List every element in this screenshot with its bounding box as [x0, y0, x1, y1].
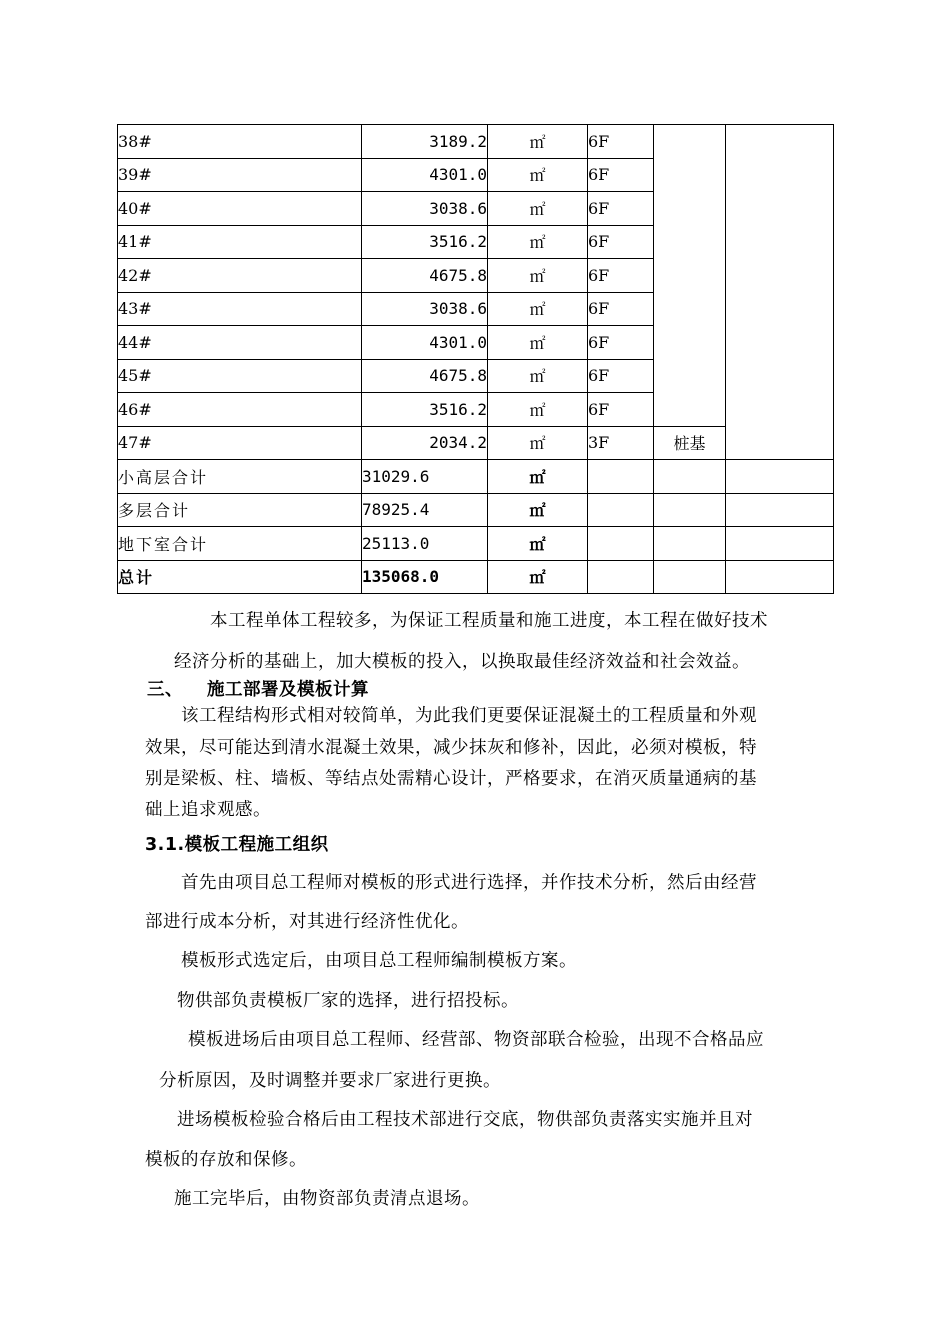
- table-row: [118, 125, 834, 159]
- empty-cell: [726, 527, 834, 561]
- building-name: 44#: [118, 326, 362, 360]
- empty-cell: [588, 493, 654, 527]
- summary-area: 31029.6: [362, 460, 488, 494]
- empty-cell: [726, 493, 834, 527]
- area-unit: ㎡: [488, 460, 588, 494]
- building-name: 40#: [118, 192, 362, 226]
- area-unit: ㎡: [488, 326, 588, 360]
- building-area: 3189.2: [362, 125, 488, 159]
- building-area: 4675.8: [362, 259, 488, 293]
- summary-name: 地下室合计: [118, 527, 362, 561]
- summary-name: 小高层合计: [118, 460, 362, 494]
- building-area: 3038.6: [362, 192, 488, 226]
- paragraph-line: 模板形式选定后，由项目总工程师编制模板方案。: [181, 951, 577, 971]
- area-unit: ㎡: [488, 426, 588, 460]
- building-area-table: [117, 124, 834, 594]
- section-heading: [147, 679, 369, 701]
- paragraph-line: 进场模板检验合格后由工程技术部进行交底，物供部负责落实实施并且对: [177, 1110, 753, 1130]
- paragraph-line: 首先由项目总工程师对模板的形式进行选择，并作技术分析，然后由经营: [181, 873, 757, 893]
- area-unit: ㎡: [488, 493, 588, 527]
- summary-row: [118, 527, 834, 561]
- floor-count: 6F: [588, 292, 654, 326]
- paragraph-line: 部进行成本分析，对其进行经济性优化。: [145, 912, 469, 932]
- empty-cell: [654, 527, 726, 561]
- paragraph-line: 物供部负责模板厂家的选择，进行招投标。: [177, 991, 519, 1011]
- floor-count: 6F: [588, 225, 654, 259]
- paragraph-line: 效果，尽可能达到清水混凝土效果，减少抹灰和修补，因此，必须对模板，特: [145, 738, 757, 758]
- floor-count: 6F: [588, 125, 654, 159]
- building-area: 3516.2: [362, 225, 488, 259]
- empty-cell: [588, 527, 654, 561]
- area-unit: ㎡: [488, 125, 588, 159]
- total-area: 135068.0: [362, 560, 488, 594]
- building-area: 4301.0: [362, 326, 488, 360]
- summary-area: 78925.4: [362, 493, 488, 527]
- blank-cell: [726, 125, 834, 460]
- area-unit: ㎡: [488, 158, 588, 192]
- paragraph-line: 经济分析的基础上，加大模板的投入，以换取最佳经济效益和社会效益。: [174, 652, 750, 672]
- total-row: [118, 560, 834, 594]
- area-unit: ㎡: [488, 259, 588, 293]
- empty-cell: [654, 493, 726, 527]
- building-area: 3038.6: [362, 292, 488, 326]
- area-unit: ㎡: [488, 359, 588, 393]
- building-name: 41#: [118, 225, 362, 259]
- empty-cell: [726, 560, 834, 594]
- empty-cell: [588, 560, 654, 594]
- floor-count: 6F: [588, 326, 654, 360]
- paragraph-line: 该工程结构形式相对较简单，为此我们更要保证混凝土的工程质量和外观: [181, 706, 757, 726]
- empty-cell: [654, 560, 726, 594]
- floor-count: 6F: [588, 393, 654, 427]
- paragraph-line: 模板的存放和保修。: [145, 1150, 307, 1170]
- paragraph-line: 分析原因，及时调整并要求厂家进行更换。: [159, 1071, 501, 1091]
- building-name: 39#: [118, 158, 362, 192]
- summary-name: 多层合计: [118, 493, 362, 527]
- paragraph-line: 施工完毕后，由物资部负责清点退场。: [174, 1189, 480, 1209]
- building-name: 47#: [118, 426, 362, 460]
- empty-cell: [726, 460, 834, 494]
- paragraph-line: 模板进场后由项目总工程师、经营部、物资部联合检验，出现不合格品应: [188, 1030, 764, 1050]
- building-name: 45#: [118, 359, 362, 393]
- empty-cell: [654, 460, 726, 494]
- building-area: 4301.0: [362, 158, 488, 192]
- area-unit: ㎡: [488, 192, 588, 226]
- summary-row: [118, 460, 834, 494]
- foundation-cell: [654, 125, 726, 427]
- foundation-type: 桩基: [654, 426, 726, 460]
- paragraph-line: 本工程单体工程较多，为保证工程质量和施工进度，本工程在做好技术: [210, 611, 768, 631]
- area-unit: ㎡: [488, 393, 588, 427]
- area-unit: ㎡: [488, 527, 588, 561]
- floor-count: 6F: [588, 259, 654, 293]
- area-unit: ㎡: [488, 560, 588, 594]
- summary-area: 25113.0: [362, 527, 488, 561]
- paragraph-line: 础上追求观感。: [145, 800, 271, 820]
- building-area: 3516.2: [362, 393, 488, 427]
- floor-count: 6F: [588, 192, 654, 226]
- empty-cell: [588, 460, 654, 494]
- building-name: 43#: [118, 292, 362, 326]
- total-name: 总计: [118, 560, 362, 594]
- paragraph-line: 别是梁板、柱、墙板、等结点处需精心设计，严格要求，在消灭质量通病的基: [145, 769, 757, 789]
- building-name: 38#: [118, 125, 362, 159]
- floor-count: 6F: [588, 359, 654, 393]
- area-unit: ㎡: [488, 225, 588, 259]
- building-area: 2034.2: [362, 426, 488, 460]
- section-title: 施工部署及模板计算: [207, 680, 369, 700]
- summary-row: [118, 493, 834, 527]
- building-area: 4675.8: [362, 359, 488, 393]
- section-number: 三、: [147, 680, 183, 700]
- subsection-heading: 3.1.模板工程施工组织: [145, 835, 329, 855]
- floor-count: 3F: [588, 426, 654, 460]
- area-unit: ㎡: [488, 292, 588, 326]
- building-name: 42#: [118, 259, 362, 293]
- floor-count: 6F: [588, 158, 654, 192]
- building-name: 46#: [118, 393, 362, 427]
